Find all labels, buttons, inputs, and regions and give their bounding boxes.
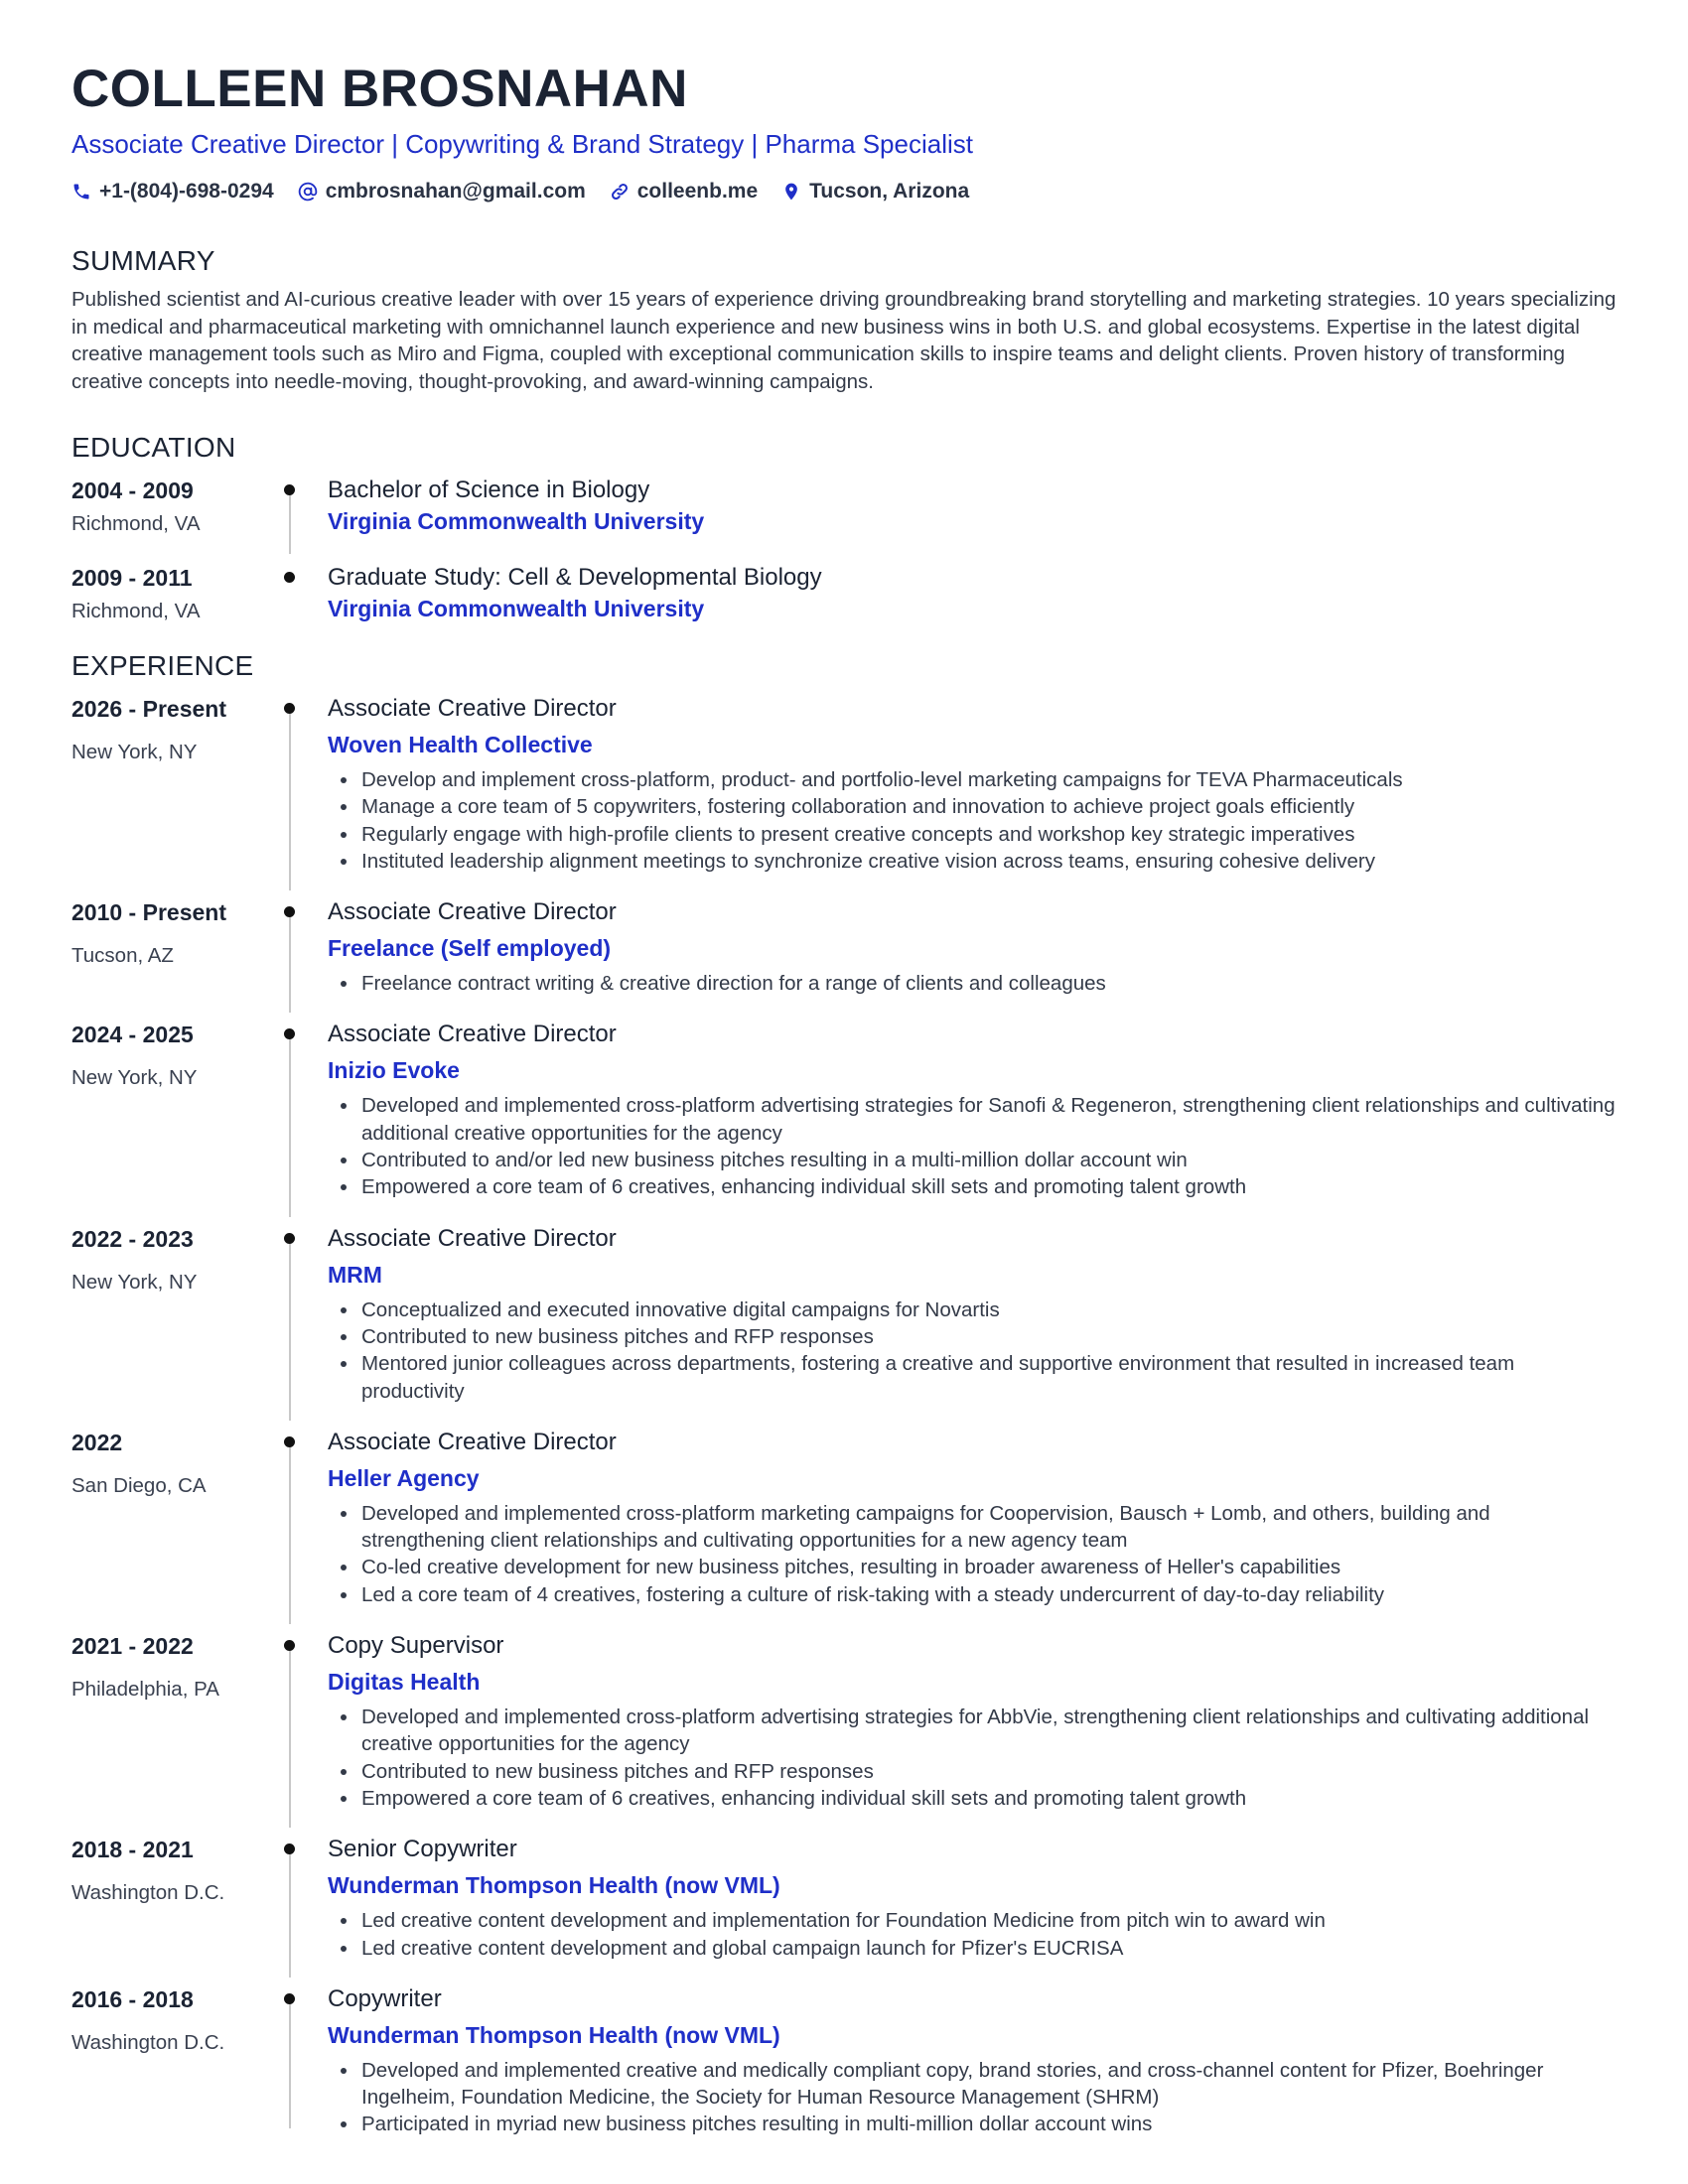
responsibility-item: • Empowered a core team of 6 creatives, enhancing individual skill sets and promoting talent growth: [359, 1173, 1617, 1200]
responsibility-list: [328, 1907, 1617, 1962]
responsibility-item: • Developed and implemented cross-platform advertising strategies for Sanofi & Regeneron, strengthening client relationships and cultivating additional creative opportunities for the agency: [359, 1092, 1617, 1147]
experience-entry: [71, 1427, 1617, 1608]
contact-email[interactable]: [298, 177, 586, 206]
website-text: colleenb.me: [636, 180, 759, 203]
responsibility-list: [328, 1704, 1617, 1812]
timeline-rail: [282, 896, 328, 997]
job-title: Copy Supervisor: [328, 1632, 504, 1660]
responsibility-item: • Instituted leadership alignment meetings to synchronize creative vision across teams, ensuring cohesive delivery: [359, 848, 1617, 875]
candidate-name: COLLEEN BROSNAHAN: [71, 60, 688, 118]
responsibility-list: [328, 766, 1617, 875]
summary-heading: SUMMARY: [71, 245, 215, 276]
responsibility-item: • Contributed to new business pitches and RFP responses: [359, 1758, 1617, 1785]
timeline-dot: [284, 1993, 295, 2004]
headline: Associate Creative Director | Copywriting & Brand Strategy | Pharma Specialist: [71, 129, 973, 159]
timeline-rail: [282, 1983, 328, 2138]
experience-period: 2021 - 2022: [71, 1633, 194, 1660]
timeline-dot: [284, 703, 295, 714]
experience-period: 2024 - 2025: [71, 1022, 194, 1048]
responsibility-item: • Participated in myriad new business pitches resulting in multi-million dollar account wins: [359, 2111, 1617, 2137]
experience-location: Philadelphia, PA: [71, 1678, 219, 1702]
company-name: Woven Health Collective: [328, 732, 593, 757]
experience-location: New York, NY: [71, 1270, 198, 1294]
education-entry: [71, 475, 1617, 538]
timeline-rail: [282, 1019, 328, 1200]
job-title: Associate Creative Director: [328, 1224, 617, 1252]
timeline-line: [289, 1847, 291, 1978]
contact-location: [781, 177, 969, 206]
timeline-rail: [282, 475, 328, 538]
school-name: Virginia Commonwealth University: [328, 508, 705, 534]
responsibility-item: • Develop and implement cross-platform, product- and portfolio-level marketing campaigns for TEVA Pharmaceuticals: [359, 766, 1617, 793]
phone-icon: [71, 182, 91, 202]
timeline-line: [289, 1997, 291, 2128]
location-text: Tucson, Arizona: [809, 180, 970, 203]
timeline-line: [289, 1440, 291, 1624]
phone-text: +1-(804)-698-0294: [99, 180, 274, 203]
degree-title: Bachelor of Science in Biology: [328, 477, 650, 503]
responsibility-item: • Co-led creative development for new business pitches, resulting in broader awareness of Heller's capabilities: [359, 1554, 1617, 1580]
experience-timeline: [71, 693, 1617, 2138]
experience-location: Washington D.C.: [71, 1881, 225, 1905]
experience-entry: [71, 1630, 1617, 1812]
link-icon: [610, 182, 630, 202]
experience-period: 2022 - 2023: [71, 1225, 194, 1252]
timeline-dot: [284, 906, 295, 917]
responsibility-item: • Contributed to new business pitches and RFP responses: [359, 1323, 1617, 1350]
experience-location: Tucson, AZ: [71, 944, 174, 968]
summary-text: Published scientist and AI-curious creative leader with over 15 years of experience driving groundbreaking brand storytelling and marketing strategies. 10 years specializing in medical and pharmaceutical marketing with omnichannel launch experience and new business wins in both U.S. and global ecosystems. Expertise in the latest digital creative management tools such as Miro and Figma, coupled with exceptional communication skills to inspire teams and delight clients. Proven history of transforming creative concepts into needle-moving, thought-provoking, and award-winning campaigns.: [71, 288, 1617, 393]
experience-period: 2010 - Present: [71, 899, 226, 926]
experience-period: 2022: [71, 1429, 123, 1455]
responsibility-list: [328, 1297, 1617, 1405]
timeline-rail: [282, 1630, 328, 1812]
responsibility-list: [328, 2057, 1617, 2138]
responsibility-item: • Led creative content development and global campaign launch for Pfizer's EUCRISA: [359, 1935, 1617, 1962]
timeline-line: [289, 1237, 291, 1421]
timeline-dot: [284, 1843, 295, 1854]
education-heading: EDUCATION: [71, 432, 236, 463]
experience-heading: EXPERIENCE: [71, 650, 254, 681]
experience-period: 2016 - 2018: [71, 1985, 194, 2012]
contact-phone[interactable]: [71, 177, 274, 206]
responsibility-item: • Developed and implemented cross-platform advertising strategies for AbbVie, strengthening client relationships and cultivating additional creative opportunities for the agency: [359, 1704, 1617, 1758]
education-entry: [71, 562, 1617, 625]
timeline-dot: [284, 1233, 295, 1244]
responsibility-list: [328, 1092, 1617, 1200]
timeline-rail: [282, 693, 328, 875]
job-title: Associate Creative Director: [328, 695, 617, 722]
location-pin-icon: [781, 182, 801, 202]
experience-entry: [71, 693, 1617, 875]
responsibility-item: • Manage a core team of 5 copywriters, fostering collaboration and innovation to achieve project goals efficiently: [359, 793, 1617, 820]
timeline-rail: [282, 562, 328, 625]
responsibility-item: • Mentored junior colleagues across departments, fostering a creative and supportive environment that resulted in increased team productivity: [359, 1350, 1617, 1405]
timeline-dot: [284, 1028, 295, 1039]
timeline-dot: [284, 1436, 295, 1447]
job-title: Associate Creative Director: [328, 898, 617, 926]
experience-entry: [71, 1834, 1617, 1962]
responsibility-item: • Conceptualized and executed innovative digital campaigns for Novartis: [359, 1297, 1617, 1323]
timeline-rail: [282, 1427, 328, 1608]
timeline-dot: [284, 1640, 295, 1651]
education-location: Richmond, VA: [71, 512, 201, 535]
education-period: 2009 - 2011: [71, 565, 193, 591]
experience-location: Washington D.C.: [71, 2030, 225, 2054]
responsibility-item: • Freelance contract writing & creative direction for a range of clients and colleagues: [359, 970, 1617, 997]
contact-row: [71, 177, 1617, 206]
job-title: Senior Copywriter: [328, 1836, 517, 1863]
timeline-rail: [282, 1834, 328, 1962]
education-period: 2004 - 2009: [71, 478, 194, 503]
responsibility-item: • Developed and implemented creative and medically compliant copy, brand stories, and cross-channel content for Pfizer, Boehringer Ingelheim, Foundation Medicine, the Society for Human Resource Management (SHRM): [359, 2057, 1617, 2112]
company-name: Freelance (Self employed): [328, 935, 612, 962]
timeline-dot: [284, 484, 295, 495]
experience-location: New York, NY: [71, 1066, 198, 1090]
timeline-line: [289, 1032, 291, 1216]
school-name: Virginia Commonwealth University: [328, 596, 705, 621]
experience-location: New York, NY: [71, 741, 198, 763]
company-name: Wunderman Thompson Health (now VML): [328, 1872, 780, 1899]
responsibility-list: [328, 1500, 1617, 1608]
experience-entry: [71, 1223, 1617, 1405]
responsibility-item: • Empowered a core team of 6 creatives, enhancing individual skill sets and promoting talent growth: [359, 1785, 1617, 1812]
experience-period: 2018 - 2021: [71, 1837, 194, 1863]
timeline-line: [289, 910, 291, 1013]
responsibility-item: • Regularly engage with high-profile clients to present creative concepts and workshop key strategic imperatives: [359, 821, 1617, 848]
education-timeline: [71, 475, 1617, 625]
email-text: cmbrosnahan@gmail.com: [325, 180, 586, 203]
experience-location: San Diego, CA: [71, 1473, 207, 1497]
education-location: Richmond, VA: [71, 600, 201, 622]
responsibility-item: • Contributed to and/or led new business pitches resulting in a multi-million dollar account win: [359, 1147, 1617, 1173]
responsibility-list: [328, 970, 1617, 997]
responsibility-item: • Developed and implemented cross-platform marketing campaigns for Coopervision, Bausch + Lomb, and others, building and strengthening client relationships and cultivating opportunities for a new agency team: [359, 1500, 1617, 1555]
job-title: Associate Creative Director: [328, 1428, 617, 1455]
job-title: Associate Creative Director: [328, 1021, 617, 1048]
timeline-dot: [284, 572, 295, 583]
experience-entry: [71, 1983, 1617, 2138]
experience-entry: [71, 896, 1617, 997]
company-name: Digitas Health: [328, 1669, 481, 1696]
timeline-rail: [282, 1223, 328, 1405]
company-name: Wunderman Thompson Health (now VML): [328, 2021, 780, 2048]
company-name: MRM: [328, 1261, 382, 1288]
company-name: Heller Agency: [328, 1464, 480, 1491]
contact-website[interactable]: [610, 177, 758, 206]
at-icon: [298, 182, 318, 202]
timeline-line: [289, 707, 291, 890]
company-name: Inizio Evoke: [328, 1057, 460, 1084]
experience-period: 2026 - Present: [71, 696, 226, 722]
experience-entry: [71, 1019, 1617, 1200]
responsibility-item: • Led a core team of 4 creatives, fostering a culture of risk-taking with a steady undercurrent of day-to-day reliability: [359, 1581, 1617, 1608]
responsibility-item: • Led creative content development and implementation for Foundation Medicine from pitch win to award win: [359, 1907, 1617, 1934]
timeline-line: [289, 488, 291, 554]
job-title: Copywriter: [328, 1984, 442, 2012]
degree-title: Graduate Study: Cell & Developmental Biology: [328, 564, 822, 591]
timeline-line: [289, 1644, 291, 1828]
